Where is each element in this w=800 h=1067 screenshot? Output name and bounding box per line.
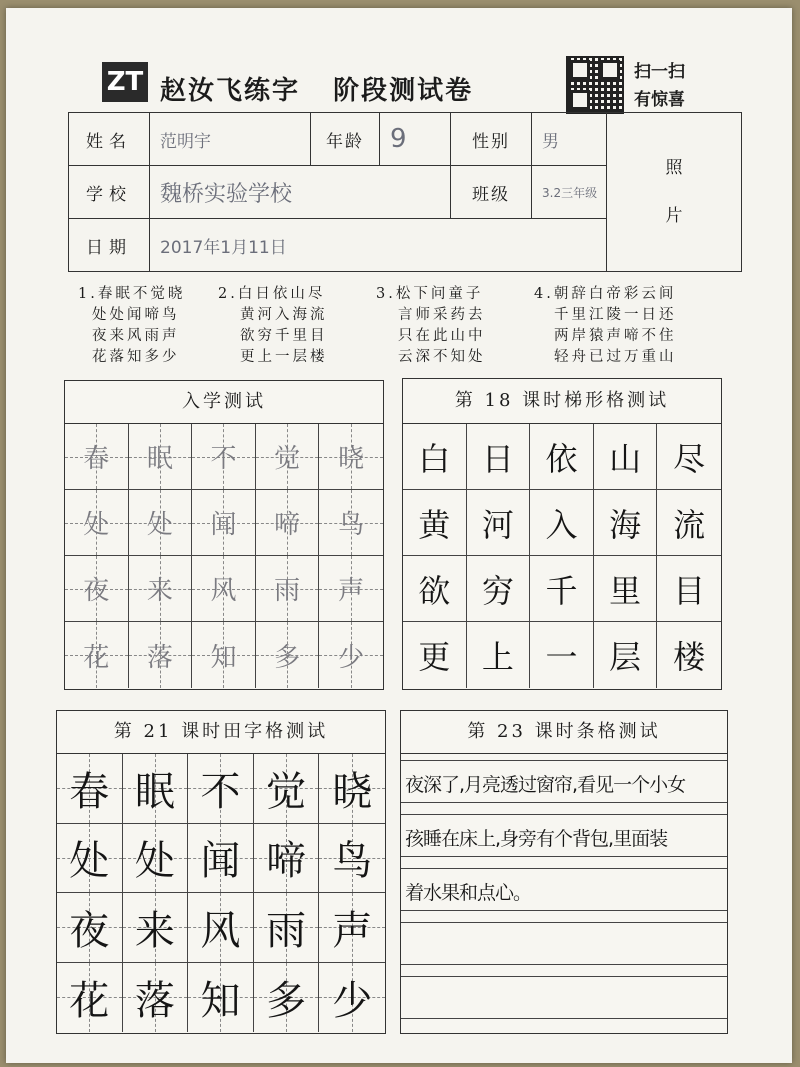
writing-line	[401, 964, 727, 965]
written-char: 目	[669, 564, 709, 614]
written-char: 千	[541, 564, 581, 614]
char-cell	[129, 490, 193, 556]
written-char: 多	[266, 977, 307, 1024]
char-cell	[319, 893, 385, 963]
written-char: 尽	[669, 432, 709, 482]
written-char: 少	[338, 642, 365, 673]
written-char: 穷	[478, 564, 518, 614]
photo-label-2: 片	[665, 206, 683, 226]
written-char: 雨	[274, 576, 301, 606]
char-cell	[123, 824, 189, 894]
written-char: 雨	[266, 907, 307, 954]
poem-line: 花落知多少	[92, 349, 180, 365]
date-field[interactable]: 2017年1月11日	[150, 219, 607, 272]
entry-test-grid	[65, 424, 383, 688]
poem-line: 3.松下问童子	[376, 286, 484, 302]
age-field[interactable]: 9	[380, 113, 451, 166]
char-cell	[254, 893, 320, 963]
char-cell	[57, 893, 123, 963]
char-cell	[319, 963, 385, 1033]
entry-test-section	[64, 380, 384, 690]
page-title: 赵汝飞练字 阶段测试卷	[160, 76, 474, 106]
char-cell	[188, 963, 254, 1033]
tian-grid-test-title: 第 21 课时田字格测试	[57, 711, 385, 754]
written-char: 不	[210, 444, 237, 474]
char-cell	[256, 622, 320, 688]
char-cell	[65, 490, 129, 556]
char-cell	[192, 490, 256, 556]
written-char: 知	[200, 977, 241, 1024]
written-char: 落	[146, 642, 173, 673]
char-cell	[319, 424, 383, 490]
written-char: 眠	[146, 444, 173, 474]
writing-line	[401, 976, 727, 977]
char-cell	[467, 556, 531, 622]
written-char: 流	[669, 498, 709, 548]
writing-line	[401, 910, 727, 911]
written-char: 少	[332, 977, 373, 1024]
poem-line: 两岸猿声啼不住	[554, 328, 677, 344]
written-char: 里	[605, 564, 645, 614]
poem-3	[376, 284, 486, 368]
written-char: 夜	[83, 576, 110, 606]
written-char: 夜	[69, 907, 110, 954]
scan-line-2: 有惊喜	[634, 90, 685, 110]
char-cell	[57, 963, 123, 1033]
written-char: 来	[134, 907, 175, 954]
char-cell	[530, 490, 594, 556]
qr-code-icon	[566, 56, 624, 114]
char-cell	[657, 490, 721, 556]
line-grid	[401, 754, 727, 1032]
written-char: 一	[541, 630, 581, 680]
written-char: 楼	[669, 630, 709, 680]
poem-line: 4.朝辞白帝彩云间	[534, 286, 677, 302]
poem-line: 更上一层楼	[240, 349, 328, 365]
char-cell	[256, 424, 320, 490]
written-char: 声	[332, 907, 373, 954]
poem-line: 2.白日依山尽	[218, 286, 326, 302]
entry-test-title: 入学测试	[65, 381, 383, 424]
written-char: 更	[414, 630, 454, 680]
char-cell	[256, 556, 320, 622]
char-cell	[319, 556, 383, 622]
writing-line	[401, 1018, 727, 1019]
poem-1	[78, 284, 185, 368]
line-grid-test-title: 第 23 课时条格测试	[401, 711, 727, 754]
char-cell	[192, 556, 256, 622]
char-cell	[594, 490, 658, 556]
char-cell	[467, 490, 531, 556]
gender-label: 性别	[451, 113, 532, 166]
char-cell	[57, 824, 123, 894]
writing-line	[401, 802, 727, 803]
name-field[interactable]: 范明宇	[150, 113, 311, 166]
date-label: 日期	[69, 219, 150, 272]
written-char: 落	[134, 977, 175, 1024]
line-grid-test-section	[400, 710, 728, 1034]
char-cell	[403, 556, 467, 622]
written-char: 花	[83, 642, 110, 673]
name-label: 姓名	[69, 113, 150, 166]
char-cell	[530, 556, 594, 622]
written-char: 上	[478, 630, 518, 680]
age-label: 年龄	[311, 113, 380, 166]
written-char: 处	[69, 838, 110, 885]
written-char: 闻	[210, 510, 237, 540]
written-char: 觉	[266, 768, 307, 815]
handwritten-line: 着水果和点心。	[405, 882, 532, 904]
poem-line: 夜来风雨声	[92, 328, 180, 344]
written-char: 河	[478, 498, 518, 548]
written-char: 层	[605, 630, 645, 680]
photo-box	[607, 113, 742, 272]
written-char: 闻	[200, 838, 241, 885]
char-cell	[188, 824, 254, 894]
char-cell	[403, 490, 467, 556]
char-cell	[129, 622, 193, 688]
written-char: 啼	[274, 510, 301, 540]
handwritten-line: 夜深了,月亮透过窗帘,看见一个小女	[405, 774, 686, 796]
char-cell	[123, 893, 189, 963]
trapezoid-test-grid	[403, 424, 721, 688]
written-char: 鸟	[332, 838, 373, 885]
char-cell	[594, 556, 658, 622]
scan-line-1: 扫一扫	[634, 62, 685, 82]
written-char: 鸟	[338, 510, 365, 540]
char-cell	[403, 622, 467, 688]
char-cell	[657, 424, 721, 490]
writing-line	[401, 814, 727, 815]
written-char: 觉	[274, 444, 301, 474]
trapezoid-test-title: 第 18 课时梯形格测试	[403, 379, 721, 424]
char-cell	[657, 622, 721, 688]
written-char: 风	[200, 907, 241, 954]
class-field[interactable]: 3.2三年级	[532, 166, 607, 219]
writing-line	[401, 868, 727, 869]
trapezoid-test-section	[402, 378, 722, 690]
char-cell	[254, 754, 320, 824]
writing-line	[401, 922, 727, 923]
poem-line: 云深不知处	[398, 349, 486, 365]
written-char: 眠	[134, 768, 175, 815]
char-cell	[254, 824, 320, 894]
poem-line: 言师采药去	[398, 307, 486, 323]
char-cell	[65, 556, 129, 622]
written-char: 处	[134, 838, 175, 885]
char-cell	[129, 424, 193, 490]
char-cell	[129, 556, 193, 622]
char-cell	[188, 893, 254, 963]
writing-line	[401, 856, 727, 857]
written-char: 海	[605, 498, 645, 548]
written-char: 来	[146, 576, 173, 606]
char-cell	[188, 754, 254, 824]
written-char: 晓	[338, 444, 365, 474]
written-char: 春	[83, 444, 110, 474]
handwritten-line: 孩睡在床上,身旁有个背包,里面装	[405, 828, 668, 850]
written-char: 啼	[266, 838, 307, 885]
tian-grid	[57, 754, 385, 1032]
school-label: 学校	[69, 166, 150, 219]
class-label: 班级	[451, 166, 532, 219]
poem-4	[534, 284, 677, 368]
photo-label-1: 照	[665, 158, 683, 178]
char-cell	[256, 490, 320, 556]
char-cell	[123, 754, 189, 824]
poem-line: 欲穷千里目	[240, 328, 328, 344]
char-cell	[65, 622, 129, 688]
written-char: 不	[200, 768, 241, 815]
poem-line: 轻舟已过万重山	[554, 349, 677, 365]
poem-line: 千里江陵一日还	[554, 307, 677, 323]
written-char: 处	[146, 510, 173, 540]
poem-line: 只在此山中	[398, 328, 486, 344]
gender-field[interactable]: 男	[532, 113, 607, 166]
char-cell	[319, 622, 383, 688]
char-cell	[403, 424, 467, 490]
written-char: 多	[274, 642, 301, 673]
written-char: 风	[210, 576, 237, 606]
written-char: 处	[83, 510, 110, 540]
writing-line	[401, 760, 727, 761]
char-cell	[65, 424, 129, 490]
written-char: 欲	[414, 564, 454, 614]
tian-grid-test-section	[56, 710, 386, 1034]
written-char: 黄	[414, 498, 454, 548]
char-cell	[319, 754, 385, 824]
written-char: 声	[338, 576, 365, 606]
poem-line: 黄河入海流	[240, 307, 328, 323]
written-char: 日	[478, 432, 518, 482]
char-cell	[192, 424, 256, 490]
char-cell	[57, 754, 123, 824]
written-char: 知	[210, 642, 237, 673]
char-cell	[319, 824, 385, 894]
school-field[interactable]: 魏桥实验学校	[150, 166, 451, 219]
written-char: 白	[414, 432, 454, 482]
student-info-table	[68, 112, 742, 272]
char-cell	[467, 424, 531, 490]
written-char: 晓	[332, 768, 373, 815]
char-cell	[192, 622, 256, 688]
char-cell	[530, 622, 594, 688]
char-cell	[319, 490, 383, 556]
written-char: 入	[541, 498, 581, 548]
written-char: 山	[605, 432, 645, 482]
poem-line: 1.春眠不觉晓	[78, 286, 186, 302]
poem-2	[218, 284, 328, 368]
char-cell	[123, 963, 189, 1033]
char-cell	[594, 622, 658, 688]
char-cell	[530, 424, 594, 490]
zt-logo: ZT	[102, 62, 148, 102]
poem-line: 处处闻啼鸟	[92, 307, 180, 323]
scan-prompt	[634, 58, 685, 114]
char-cell	[657, 556, 721, 622]
char-cell	[594, 424, 658, 490]
written-char: 花	[69, 977, 110, 1024]
char-cell	[467, 622, 531, 688]
written-char: 春	[69, 768, 110, 815]
written-char: 依	[541, 432, 581, 482]
char-cell	[254, 963, 320, 1033]
